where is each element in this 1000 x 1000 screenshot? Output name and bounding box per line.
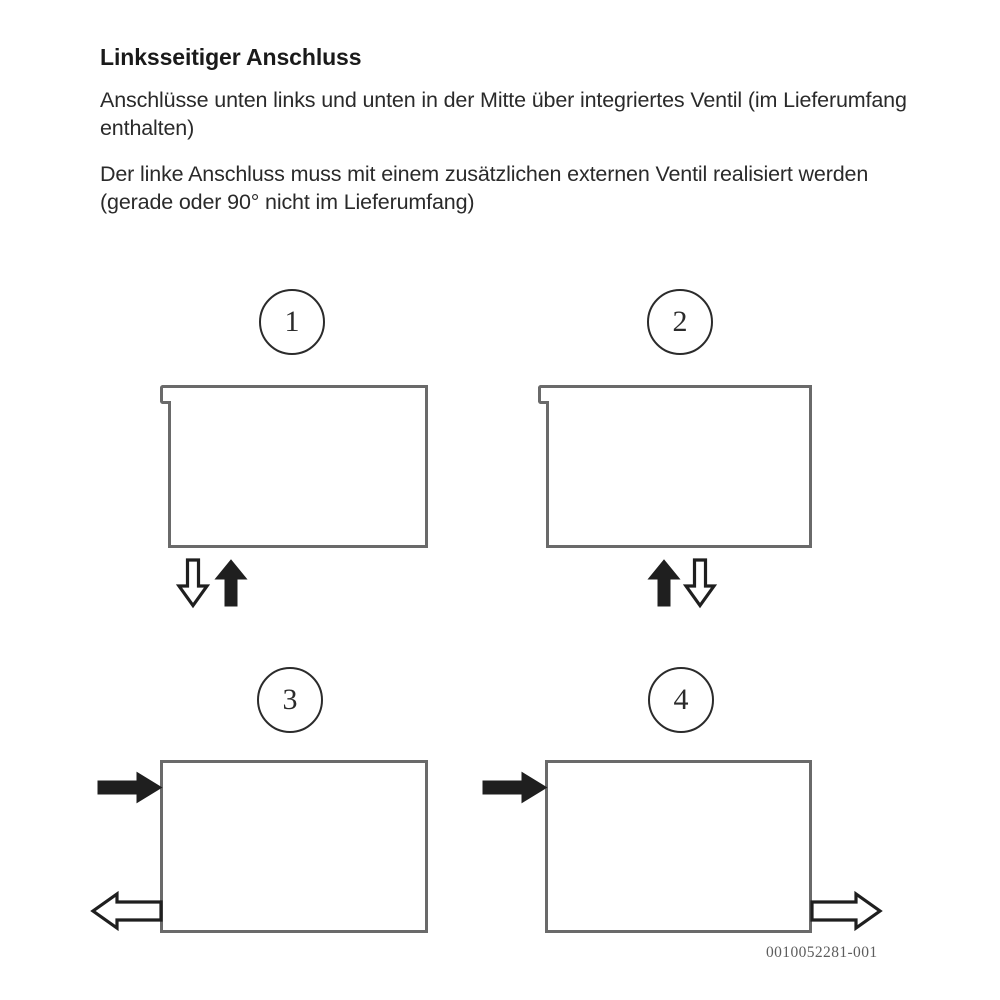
flow-arrow-right-hollow-4 (810, 892, 882, 930)
step-badge-3-label: 3 (282, 683, 298, 716)
step-badge-1 (259, 289, 325, 355)
page-title: Linksseitiger Anschluss (100, 44, 362, 70)
radiator-panel-4 (545, 760, 812, 933)
flow-arrow-right-filled-3 (97, 771, 163, 804)
step-badge-4-label: 4 (673, 683, 689, 716)
step-badge-1-label: 1 (284, 305, 300, 338)
drawing-reference-code: 0010052281-001 (766, 944, 878, 961)
flow-arrow-down-hollow-2 (684, 558, 716, 608)
description-paragraph-1: Anschlüsse unten links und unten in der Mitte über integriertes Ventil (im Lieferumfang enthalten) (100, 88, 907, 140)
flow-arrow-left-hollow-3 (91, 892, 163, 930)
step-badge-3 (257, 667, 323, 733)
step-badge-4 (648, 667, 714, 733)
radiator-panel-1 (168, 385, 428, 548)
flow-arrow-up-filled-2 (646, 558, 682, 608)
step-badge-2-label: 2 (672, 305, 688, 338)
flow-arrow-up-filled-1 (213, 558, 249, 608)
flow-arrow-down-hollow-1 (177, 558, 209, 608)
flow-arrow-right-filled-4 (482, 771, 548, 804)
step-badge-2 (647, 289, 713, 355)
description-paragraph-2: Der linke Anschluss muss mit einem zusätzlichen externen Ventil realisiert werden (gerade oder 90° nicht im Lieferumfang) (100, 162, 869, 214)
text-block (100, 42, 930, 216)
radiator-panel-3 (160, 760, 428, 933)
radiator-panel-2 (546, 385, 812, 548)
